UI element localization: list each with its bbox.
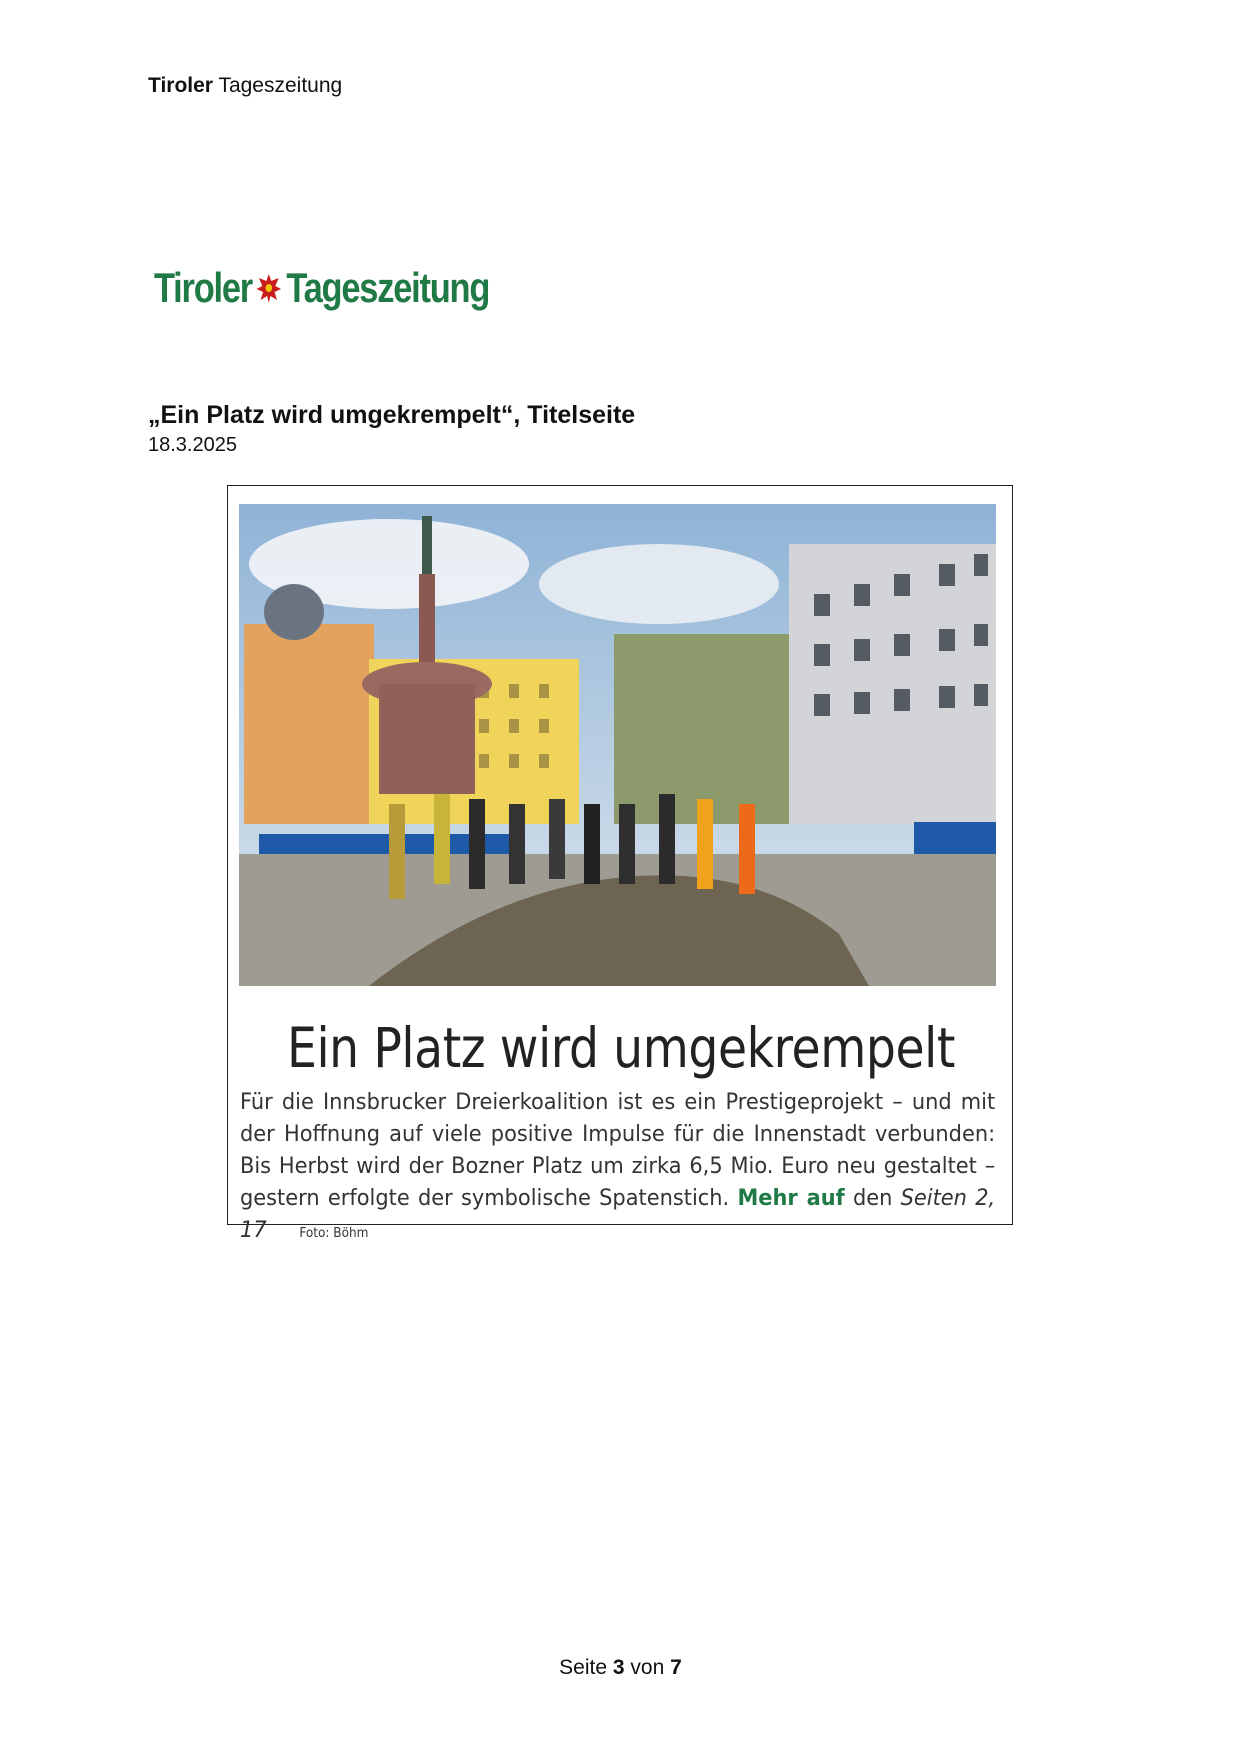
article-date: 18.3.2025 [148, 434, 237, 456]
photo-illustration [239, 504, 996, 986]
clipping-body [240, 1086, 995, 1250]
pages-reference: Seiten 2, 17 [240, 1185, 996, 1243]
newspaper-clipping [227, 485, 1013, 1243]
logo-part-2: Tageszeitung [286, 264, 490, 311]
logo-part-1: Tiroler [154, 264, 252, 311]
more-link[interactable]: Mehr auf [737, 1185, 845, 1211]
photo-credit: Foto: Böhm [299, 1226, 369, 1241]
header-brand-bold: Tiroler [148, 74, 213, 97]
document-header [148, 74, 342, 98]
pages-prefix: den [852, 1185, 893, 1211]
footer-prefix: Seite [559, 1656, 608, 1679]
article-title: „Ein Platz wird umgekrempelt“, Titelseite [148, 401, 636, 429]
footer-middle: von [630, 1656, 665, 1679]
footer-current-page: 3 [612, 1656, 625, 1679]
header-brand-rest: Tageszeitung [218, 74, 343, 97]
clipping-body-text: Für die Innsbrucker Dreierkoalition ist es ein Prestigeprojekt – und mit der Hoffnung auf viele positive Impulse für die Innenstadt verbunden: Bis Herbst wird der Bozner Platz um zirka 6,5 Mio. Euro neu gestaltet – gestern erfolgte der symbolische Spatenstich. [240, 1089, 996, 1211]
clipping-headline: Ein Platz wird umgekrempelt [287, 1016, 955, 1080]
article-photo [239, 504, 996, 986]
newspaper-logo [154, 264, 489, 312]
footer-total-pages: 7 [670, 1656, 682, 1679]
tyrolean-eagle-icon [255, 271, 283, 305]
page-footer [0, 1656, 1241, 1680]
